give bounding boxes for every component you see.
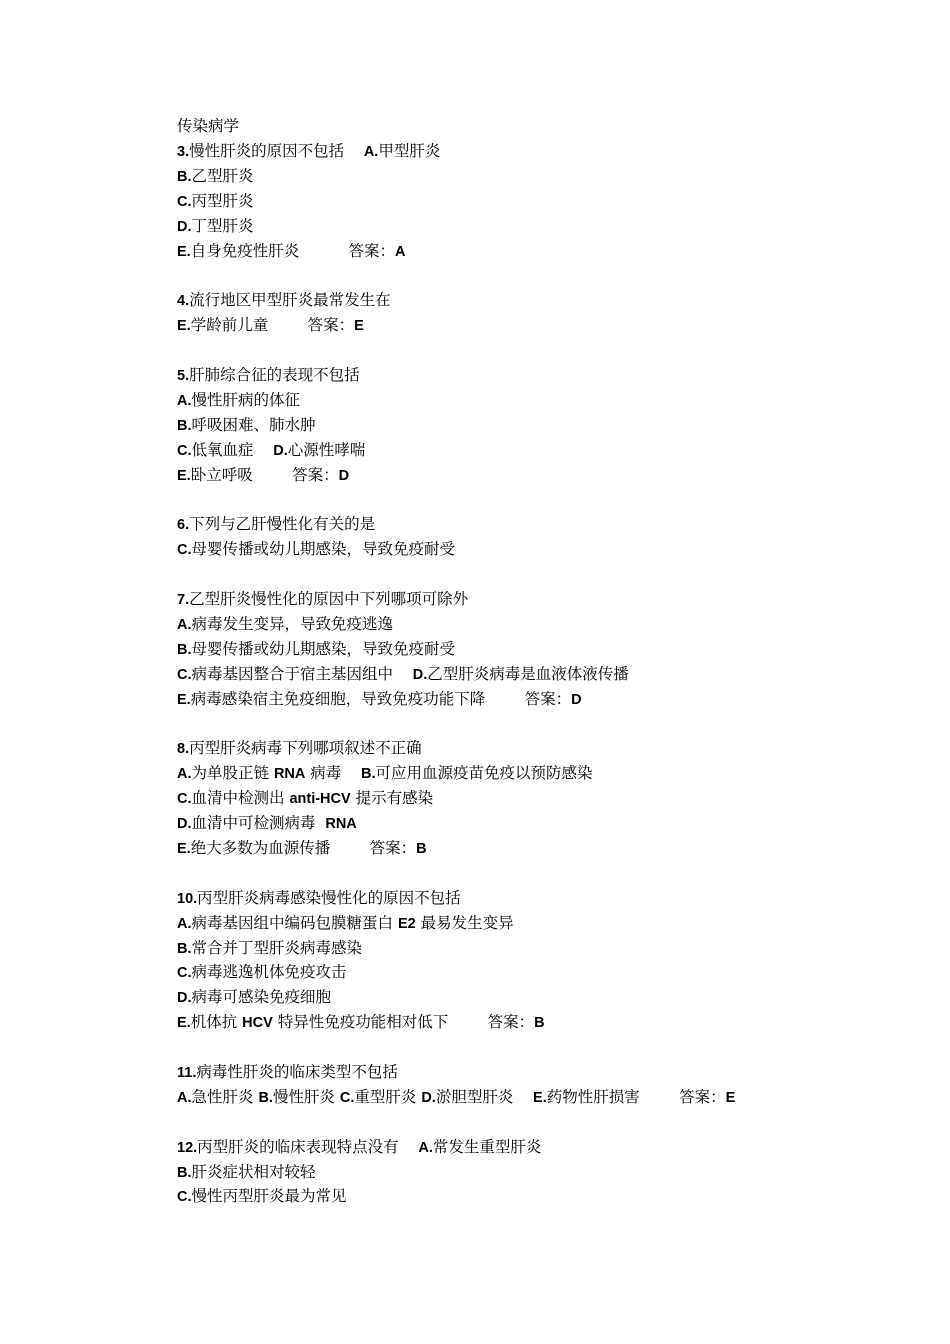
bold-label: A.: [177, 915, 192, 932]
line-text: 乙型肝炎: [191, 166, 254, 185]
bold-label: D: [338, 467, 350, 484]
bold-label: HCV: [242, 1015, 273, 1032]
bold-label: E.: [177, 243, 191, 260]
bold-label: 7.: [177, 592, 190, 609]
line-text: 丁型肝炎: [191, 216, 254, 235]
line-text: 可应用血源疫苗免疫以预防感染: [375, 764, 593, 783]
question-option-line: [177, 936, 897, 961]
bold-label: 11.: [177, 1064, 197, 1081]
question-stem: [177, 886, 897, 911]
line-text: 病毒可感染免疫细胞: [191, 988, 332, 1007]
blank-line: [177, 1035, 897, 1060]
bold-label: A.: [177, 392, 192, 409]
line-text: 低氧血症: [191, 440, 274, 459]
question-option-line: [177, 239, 897, 264]
bold-label: C.: [177, 542, 192, 559]
question-stem: [177, 512, 897, 537]
line-text: 慢性肝炎的原因不包括: [189, 142, 364, 160]
bold-label: E.: [177, 840, 191, 857]
bold-label: D.: [412, 666, 428, 683]
bold-label: 8.: [177, 741, 190, 758]
line-text: 心源性哮喘: [287, 440, 366, 459]
question-option-line: [177, 985, 897, 1010]
question-option-line: [177, 1160, 897, 1185]
bold-label: A.: [177, 616, 192, 633]
line-text: 淤胆型肝炎: [435, 1087, 534, 1106]
question-option-line: [177, 662, 897, 687]
line-text: 乙型肝炎病毒是血液体液传播: [427, 664, 629, 683]
question-option-line: [177, 786, 897, 811]
question-stem: [177, 363, 897, 388]
bold-label: E: [725, 1089, 736, 1106]
question-block: [177, 1060, 897, 1110]
line-text: 病毒: [305, 764, 361, 783]
line-text: 血清中检测出: [191, 789, 290, 808]
bold-label: 3.: [177, 144, 190, 160]
bold-label: D: [571, 691, 582, 708]
line-text: 呼吸困难、肺水肿: [191, 415, 316, 434]
bold-label: B: [534, 1015, 545, 1032]
line-text: 甲型肝炎: [378, 142, 441, 160]
line-text: 肝炎症状相对较轻: [191, 1162, 316, 1181]
question-option-line: [177, 438, 897, 463]
line-text: 重型肝炎: [354, 1087, 422, 1106]
bold-label: C.: [339, 1089, 355, 1106]
bold-label: A.: [418, 1139, 433, 1156]
line-text: 自身免疫性肝炎 答案：: [190, 241, 395, 260]
line-text: 丙型肝炎病毒感染慢性化的原因不包括: [197, 888, 461, 907]
line-text: 急性肝炎: [191, 1087, 259, 1106]
bold-label: E.: [533, 1089, 547, 1106]
bold-label: B.: [177, 168, 192, 185]
question-list: [177, 139, 897, 1209]
line-text: 学龄前儿童 答案：: [190, 316, 355, 335]
blank-line: [177, 861, 897, 886]
blank-line: [177, 562, 897, 587]
question-stem: [177, 1135, 897, 1160]
line-text: 慢性丙型肝炎最为常见: [191, 1187, 347, 1206]
question-block: [177, 587, 897, 711]
question-option-line: [177, 313, 897, 338]
question-block: [177, 363, 897, 487]
question-option-line: [177, 413, 897, 438]
line-text: 绝大多数为血源传播 答案：: [190, 838, 417, 857]
line-text: 药物性肝损害 答案：: [546, 1087, 726, 1106]
bold-label: C.: [177, 442, 192, 459]
bold-label: E.: [177, 691, 191, 708]
bold-label: RNA: [273, 766, 306, 783]
bold-label: A.: [363, 144, 379, 160]
bold-label: 6.: [177, 517, 190, 534]
bold-label: B.: [177, 641, 192, 658]
bold-label: anti-HCV: [289, 791, 351, 808]
line-text: 肝肺综合征的表现不包括: [189, 366, 360, 385]
line-text: 病毒发生变异，导致免疫逃逸: [191, 614, 394, 633]
bold-label: 12.: [177, 1139, 198, 1156]
question-stem: [177, 1060, 897, 1085]
question-option-line: [177, 960, 897, 985]
line-text: 丙型肝炎病毒下列哪项叙述不正确: [189, 739, 422, 758]
bold-label: E.: [177, 1015, 191, 1032]
question-option-line: [177, 1085, 897, 1110]
question-option-line: [177, 612, 897, 637]
bold-label: E2: [397, 915, 416, 932]
line-text: 常发生重型肝炎: [432, 1137, 542, 1156]
bold-label: E.: [177, 467, 191, 484]
question-block: [177, 288, 897, 338]
bold-label: A: [394, 243, 406, 260]
question-option-line: [177, 761, 897, 786]
bold-label: D.: [273, 442, 288, 459]
line-text: 丙型肝炎: [191, 191, 254, 210]
line-text: 母婴传播或幼儿期感染，导致免疫耐受: [191, 540, 456, 559]
line-text: 慢性肝病的体征: [191, 390, 301, 409]
bold-label: C.: [177, 193, 192, 210]
line-text: 病毒逃逸机体免疫攻击: [191, 963, 347, 982]
line-text: 提示有感染: [350, 789, 434, 808]
question-option-line: [177, 911, 897, 936]
line-text: 丙型肝炎的临床表现特点没有: [197, 1137, 419, 1156]
question-block: [177, 512, 897, 562]
blank-line: [177, 1110, 897, 1135]
bold-label: E.: [177, 318, 191, 335]
bold-label: C.: [177, 666, 192, 683]
question-option-line: [177, 836, 897, 861]
bold-label: C.: [177, 791, 192, 808]
line-text: 流行地区甲型肝炎最常发生在: [189, 291, 391, 310]
bold-label: 5.: [177, 368, 190, 385]
blank-line: [177, 487, 897, 512]
line-text: 乙型肝炎慢性化的原因中下列哪项可除外: [189, 590, 469, 609]
line-text: 病毒性肝炎的临床类型不包括: [196, 1062, 398, 1081]
question-block: [177, 1135, 897, 1210]
line-text: 常合并丁型肝炎病毒感染: [191, 938, 363, 957]
bold-label: B.: [177, 1164, 192, 1181]
question-option-line: [177, 811, 897, 836]
line-text: 病毒感染宿主免疫细胞，导致免疫功能下降 答案：: [190, 689, 572, 708]
question-option-line: [177, 1184, 897, 1209]
question-block: [177, 736, 897, 860]
line-text: 母婴传播或幼儿期感染，导致免疫耐受: [191, 639, 456, 658]
question-option-line: [177, 1010, 897, 1035]
line-text: 为单股正链: [191, 764, 274, 783]
line-text: 血清中可检测病毒: [191, 814, 326, 833]
bold-label: RNA: [325, 816, 357, 833]
question-stem: [177, 288, 897, 313]
line-text: 机体抗: [190, 1013, 243, 1032]
bold-label: B.: [258, 1089, 273, 1106]
bold-label: B: [416, 840, 427, 857]
bold-label: 10.: [177, 890, 198, 907]
question-stem: [177, 139, 897, 164]
blank-line: [177, 338, 897, 363]
question-option-line: [177, 537, 897, 562]
line-text: 最易发生变异: [415, 913, 514, 932]
bold-label: C.: [177, 965, 192, 982]
question-block: [177, 139, 897, 263]
bold-label: B.: [177, 417, 192, 434]
bold-label: D.: [421, 1089, 436, 1106]
question-option-line: [177, 189, 897, 214]
bold-label: C.: [177, 1189, 192, 1206]
document-page: [177, 114, 897, 1209]
bold-label: E: [354, 318, 364, 335]
question-block: [177, 886, 897, 1035]
question-stem: [177, 736, 897, 761]
line-text: 病毒基因整合于宿主基因组中: [191, 664, 413, 683]
line-text: 病毒基因组中编码包膜糖蛋白: [191, 913, 398, 932]
line-text: 卧立呼吸 答案：: [190, 465, 339, 484]
question-option-line: [177, 388, 897, 413]
blank-line: [177, 263, 897, 288]
question-option-line: [177, 214, 897, 239]
bold-label: D.: [177, 218, 192, 235]
question-option-line: [177, 687, 897, 712]
question-option-line: [177, 164, 897, 189]
document-title: 传染病学: [177, 117, 240, 135]
bold-label: D.: [177, 816, 192, 833]
bold-label: A.: [177, 766, 192, 783]
question-option-line: [177, 637, 897, 662]
bold-label: D.: [177, 990, 192, 1007]
line-text: 特异性免疫功能相对低下 答案：: [272, 1013, 535, 1032]
question-stem: [177, 587, 897, 612]
question-option-line: [177, 463, 897, 488]
bold-label: B.: [177, 940, 192, 957]
bold-label: A.: [177, 1089, 192, 1106]
bold-label: 4.: [177, 293, 190, 310]
bold-label: B.: [361, 766, 376, 783]
blank-line: [177, 711, 897, 736]
line-text: 下列与乙肝慢性化有关的是: [189, 515, 376, 534]
line-text: 慢性肝炎: [272, 1087, 340, 1106]
